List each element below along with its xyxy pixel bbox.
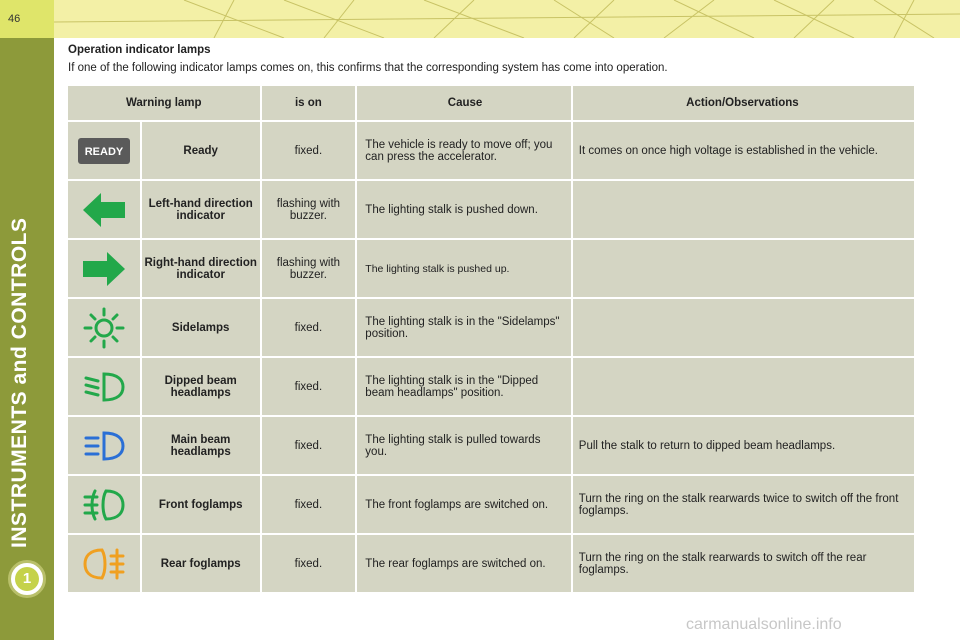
lamp-name: Right-hand direction indicator	[142, 240, 260, 297]
watermark: carmanualsonline.info	[686, 616, 842, 633]
ready-icon	[68, 122, 140, 179]
lamp-cause: The lighting stalk is pulled towards you.	[357, 417, 571, 474]
lamp-name: Sidelamps	[142, 299, 260, 356]
top-banner	[54, 0, 960, 38]
lamp-state: flashing with buzzer.	[262, 181, 356, 238]
chapter-number: 1	[15, 567, 39, 591]
lamp-action: Turn the ring on the stalk rearwards twice to switch off the front foglamps.	[573, 476, 914, 533]
table-row	[68, 122, 914, 179]
lamp-state: flashing with buzzer.	[262, 240, 356, 297]
rear-foglamp-icon	[68, 535, 140, 592]
lamp-cause: The vehicle is ready to move off; you can press the accelerator.	[357, 122, 571, 179]
indicator-table	[68, 86, 914, 594]
front-foglamp-icon	[68, 476, 140, 533]
banner-pattern	[54, 0, 960, 38]
lamp-cause: The lighting stalk is pushed up.	[357, 240, 571, 297]
page-number: 46	[8, 13, 21, 25]
lamp-action	[573, 181, 914, 238]
lamp-state: fixed.	[262, 299, 356, 356]
sidelamps-icon	[68, 299, 140, 356]
intro-text: If one of the following indicator lamps comes on, this confirms that the corresponding system has come into operation.	[68, 62, 668, 74]
lamp-cause: The lighting stalk is pushed down.	[357, 181, 571, 238]
page-number-box	[0, 0, 54, 38]
lamp-action: Turn the ring on the stalk rearwards to switch off the rear foglamps.	[573, 535, 914, 592]
sidebar	[0, 0, 54, 640]
table-row	[68, 476, 914, 533]
lamp-state: fixed.	[262, 417, 356, 474]
lamp-action: It comes on once high voltage is established in the vehicle.	[573, 122, 914, 179]
section-heading: Operation indicator lamps	[68, 44, 211, 56]
table-row	[68, 417, 914, 474]
lamp-action: Pull the stalk to return to dipped beam headlamps.	[573, 417, 914, 474]
lamp-cause: The lighting stalk is in the "Sidelamps" position.	[357, 299, 571, 356]
main-beam-icon	[68, 417, 140, 474]
table-row	[68, 240, 914, 297]
table-row	[68, 299, 914, 356]
table-header	[68, 86, 914, 120]
lamp-name: Front foglamps	[142, 476, 260, 533]
dipped-beam-icon	[68, 358, 140, 415]
lamp-name: Main beam headlamps	[142, 417, 260, 474]
section-title: INSTRUMENTS and CONTROLS	[8, 217, 31, 548]
lamp-name: Ready	[142, 122, 260, 179]
table-row	[68, 181, 914, 238]
left-arrow-icon	[68, 181, 140, 238]
lamp-action	[573, 299, 914, 356]
lamp-state: fixed.	[262, 535, 356, 592]
ready-badge-text: READY	[84, 145, 124, 158]
table-row	[68, 535, 914, 592]
chapter-badge	[8, 560, 46, 598]
lamp-state: fixed.	[262, 122, 356, 179]
header-is-on: is on	[262, 86, 356, 120]
lamp-name: Dipped beam headlamps	[142, 358, 260, 415]
lamp-cause: The front foglamps are switched on.	[357, 476, 571, 533]
lamp-state: fixed.	[262, 476, 356, 533]
header-action: Action/Observations	[573, 86, 914, 120]
lamp-name: Left-hand direction indicator	[142, 181, 260, 238]
lamp-name: Rear foglamps	[142, 535, 260, 592]
right-arrow-icon	[68, 240, 140, 297]
header-cause: Cause	[357, 86, 571, 120]
lamp-cause: The lighting stalk is in the "Dipped beam headlamps" position.	[357, 358, 571, 415]
table-row	[68, 358, 914, 415]
lamp-action	[573, 358, 914, 415]
lamp-state: fixed.	[262, 358, 356, 415]
header-warning-lamp: Warning lamp	[68, 86, 260, 120]
lamp-action	[573, 240, 914, 297]
lamp-cause: The rear foglamps are switched on.	[357, 535, 571, 592]
